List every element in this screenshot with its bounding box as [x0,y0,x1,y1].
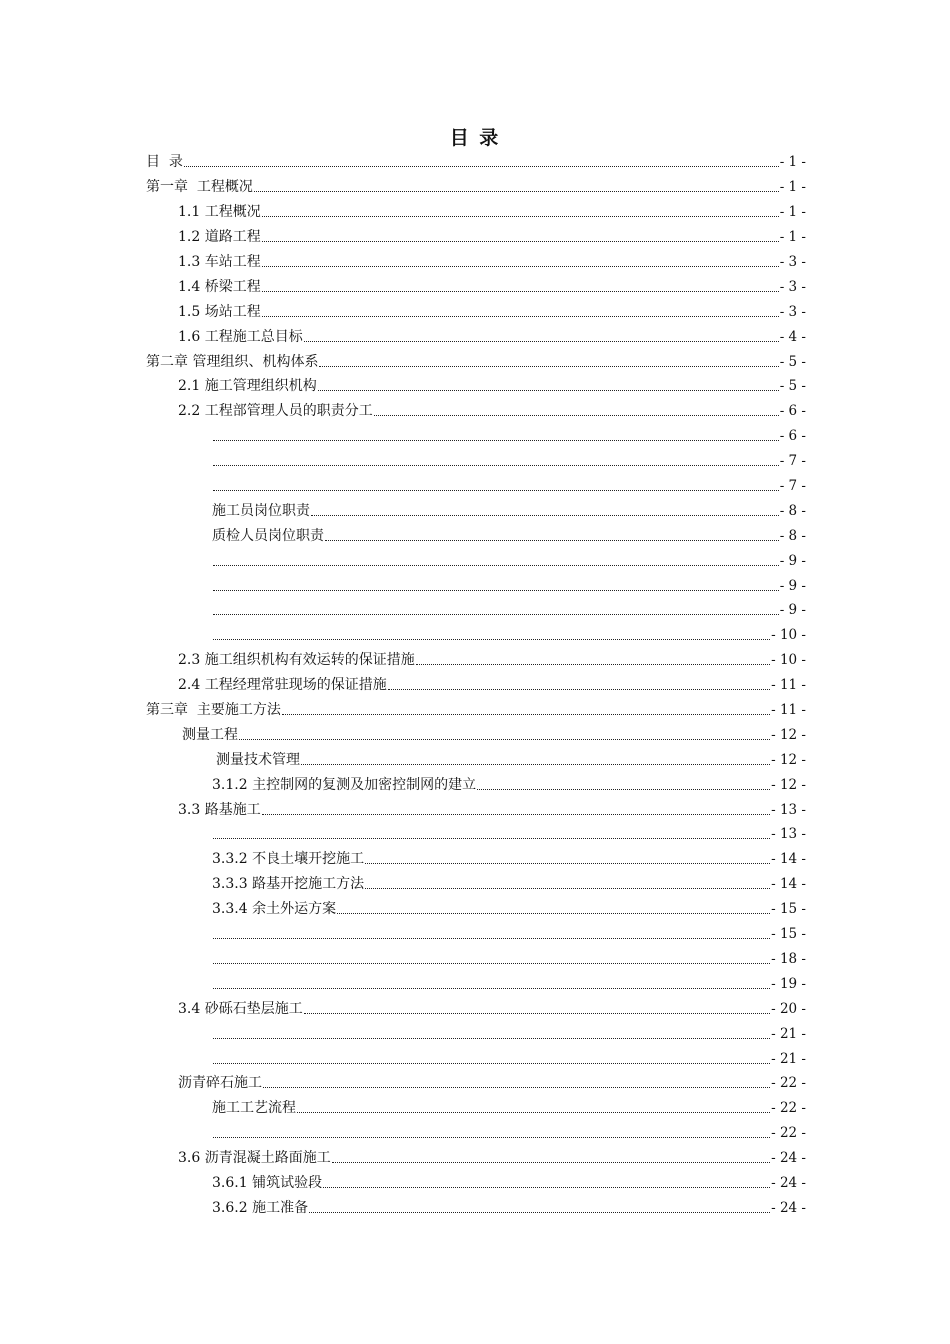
toc-page-number: - 8 - [779,527,806,544]
toc-entry[interactable] [146,996,806,1021]
toc-entry-text: 2.4 工程经理常驻现场的保证措施 [178,677,387,694]
toc-dot-leader [297,1099,770,1117]
toc-page-number: - 3 - [779,254,806,270]
toc-entry-text: 1.1 工程概况 [178,204,261,221]
toc-entry[interactable] [146,897,806,922]
toc-dot-leader [239,726,770,744]
toc-entry[interactable] [146,498,806,523]
toc-entry[interactable] [146,747,806,772]
toc-page-number: - 3 - [779,303,806,320]
toc-entry[interactable] [146,274,806,299]
toc-dot-leader [388,676,770,694]
toc-dot-leader [213,975,770,993]
toc-page-number: - 6 - [779,403,806,420]
toc-dot-leader [262,278,779,296]
toc-entry-text: 1.4 桥梁工程 [178,278,261,295]
toc-page-number: - 11 - [771,677,806,694]
toc-page-number: - 4 - [779,328,806,345]
toc-dot-leader [311,502,779,520]
toc-entry[interactable] [146,523,806,548]
toc-entry-text: 3.1.2 主控制网的复测及加密控制网的建立 [212,776,477,793]
toc-page-number: - 12 - [771,726,806,743]
toc-dot-leader [184,153,779,171]
toc-page-number: - 1 - [779,179,806,196]
toc-entry[interactable] [146,673,806,698]
toc-entry[interactable] [146,1046,806,1071]
toc-entry[interactable] [146,200,806,225]
toc-dot-leader [262,203,779,221]
toc-entry-text: 3.6.1 铺筑试验段 [212,1174,323,1191]
toc-entry[interactable] [146,947,806,972]
toc-entry[interactable] [146,623,806,648]
toc-dot-leader [213,601,779,619]
toc-entry-text: 1.6 工程施工总目标 [178,328,303,345]
toc-page-number: - 7 - [779,478,806,495]
toc-page-number: - 6 - [779,428,806,445]
toc-dot-leader [416,651,770,669]
toc-page-number: - 7 - [779,453,806,470]
toc-entry-text: 3.6.2 施工准备 [212,1199,309,1216]
toc-page-number: - 1 - [779,229,806,246]
toc-entry-text: 测量工程 [182,726,238,743]
toc-dot-leader [213,577,779,595]
toc-dot-leader [262,253,779,271]
toc-page-number: - 5 - [779,353,806,370]
toc-page-number: - 9 - [779,577,806,594]
toc-dot-leader [304,1000,770,1018]
toc-page-number: - 24 - [771,1199,806,1216]
toc-entry-text: 3.4 砂砾石垫层施工 [178,1000,303,1017]
toc-title: 目 录 [449,127,501,149]
toc-page-number: - 22 - [771,1100,806,1117]
toc-entry-text: 3.3.3 路基开挖施工方法 [212,876,365,893]
toc-entry-text: 沥青碎石施工 [178,1075,262,1092]
toc-entry-text: 质检人员岗位职责 [212,527,324,544]
toc-entry[interactable] [146,772,806,797]
toc-page-number: - 21 - [771,1025,806,1042]
toc-entry-text: 1.5 场站工程 [178,303,261,320]
toc-page-number: - 22 - [771,1125,806,1142]
toc-entry-text: 3.3.4 余土外运方案 [212,901,337,918]
toc-entry-text: 1.3 车站工程 [178,254,261,270]
toc-list [146,150,806,1220]
toc-dot-leader [213,477,779,495]
toc-page-number: - 9 - [779,552,806,569]
toc-dot-leader [318,377,779,395]
toc-page-number: - 1 - [779,154,806,171]
toc-dot-leader [213,1025,770,1043]
toc-entry[interactable] [146,598,806,623]
toc-entry-text: 第一章 工程概况 [146,179,253,196]
toc-entry-text: 2.1 施工管理组织机构 [178,378,317,395]
toc-dot-leader [374,402,779,420]
toc-page-number: - 18 - [771,950,806,967]
toc-dot-leader [301,751,770,769]
toc-page-number: - 24 - [771,1150,806,1167]
toc-dot-leader [213,427,779,445]
toc-entry[interactable] [146,1146,806,1171]
toc-entry-text: 第二章 管理组织、机构体系 [146,353,319,370]
toc-page-number: - 5 - [779,378,806,395]
toc-page-number: - 9 - [779,602,806,619]
toc-entry[interactable] [146,150,806,175]
toc-dot-leader [213,552,779,570]
toc-dot-leader [332,1149,770,1167]
toc-entry[interactable] [146,1021,806,1046]
toc-dot-leader [254,178,779,196]
toc-page-number: - 24 - [771,1174,806,1191]
toc-dot-leader [304,328,779,346]
toc-entry-text: 施工员岗位职责 [212,502,310,519]
toc-dot-leader [262,228,779,246]
toc-entry-text: 2.2 工程部管理人员的职责分工 [178,403,373,420]
toc-entry[interactable] [146,548,806,573]
toc-page-number: - 10 - [771,652,806,669]
toc-page-number: - 13 - [771,801,806,818]
toc-dot-leader [262,801,770,819]
toc-page-number: - 13 - [771,826,806,843]
toc-entry[interactable] [146,698,806,723]
toc-entry[interactable] [146,349,806,374]
toc-entry[interactable] [146,822,806,847]
toc-dot-leader [213,950,770,968]
toc-dot-leader [323,1174,770,1192]
toc-page-number: - 21 - [771,1050,806,1067]
toc-dot-leader [309,1199,770,1217]
toc-entry[interactable] [146,971,806,996]
toc-dot-leader [325,527,779,545]
toc-dot-leader [365,850,770,868]
toc-entry[interactable] [146,424,806,449]
toc-page-number: - 3 - [779,278,806,295]
toc-dot-leader [213,452,779,470]
toc-page-number: - 14 - [771,851,806,868]
toc-entry-text: 测量技术管理 [216,751,300,768]
toc-dot-leader [262,303,779,321]
toc-dot-leader [213,626,770,644]
toc-dot-leader [365,875,770,893]
toc-entry[interactable] [146,797,806,822]
toc-page-number: - 14 - [771,876,806,893]
toc-dot-leader [282,701,770,719]
toc-entry[interactable] [146,324,806,349]
toc-entry[interactable] [146,847,806,872]
toc-entry[interactable] [146,299,806,324]
toc-dot-leader [477,776,770,794]
toc-entry[interactable] [146,573,806,598]
toc-entry-text: 1.2 道路工程 [178,229,261,246]
toc-entry[interactable] [146,474,806,499]
toc-dot-leader [337,900,770,918]
toc-entry-text: 施工工艺流程 [212,1100,296,1117]
toc-dot-leader [263,1074,770,1092]
toc-page-number: - 22 - [771,1075,806,1092]
toc-entry-text: 3.3 路基施工 [178,801,261,818]
toc-entry-text: 3.3.2 不良土壤开挖施工 [212,851,365,868]
toc-entry[interactable] [146,1121,806,1146]
toc-dot-leader [213,1050,770,1068]
toc-page-number: - 11 - [771,702,806,719]
toc-entry[interactable] [146,175,806,200]
toc-page-number: - 8 - [779,502,806,519]
toc-entry[interactable] [146,1171,806,1196]
toc-dot-leader [213,925,770,943]
toc-dot-leader [213,825,770,843]
toc-entry-text: 目 录 [146,154,183,171]
toc-entry[interactable] [146,648,806,673]
toc-entry[interactable] [146,374,806,399]
toc-entry[interactable] [146,1195,806,1220]
toc-dot-leader [213,1124,770,1142]
toc-page-number: - 1 - [779,204,806,221]
toc-page-number: - 15 - [771,901,806,918]
toc-page-number: - 12 - [771,751,806,768]
toc-entry[interactable] [146,872,806,897]
toc-entry[interactable] [146,922,806,947]
toc-entry-text: 3.6 沥青混凝土路面施工 [178,1150,331,1167]
toc-entry[interactable] [146,399,806,424]
toc-entry-text: 2.3 施工组织机构有效运转的保证措施 [178,652,415,669]
toc-page-number: - 12 - [771,776,806,793]
toc-entry[interactable] [146,449,806,474]
toc-page-number: - 10 - [771,627,806,644]
toc-page-number: - 19 - [771,975,806,992]
toc-entry[interactable] [146,1096,806,1121]
toc-dot-leader [319,353,778,371]
toc-page-number: - 20 - [771,1000,806,1017]
toc-entry[interactable] [146,250,806,275]
toc-entry[interactable] [146,722,806,747]
toc-entry[interactable] [146,225,806,250]
toc-entry[interactable] [146,1071,806,1096]
toc-entry-text: 第三章 主要施工方法 [146,702,281,719]
toc-page-number: - 15 - [771,926,806,943]
